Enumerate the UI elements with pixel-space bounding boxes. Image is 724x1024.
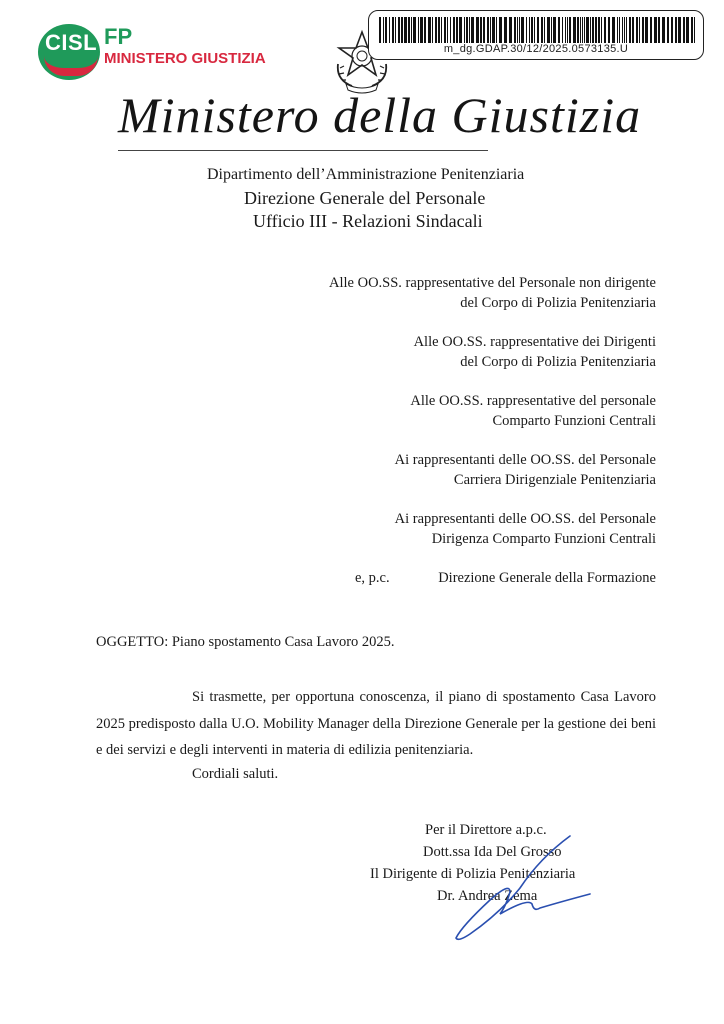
barcode-bar <box>504 17 507 43</box>
cc-label: e, p.c. <box>355 570 390 586</box>
recipient-block <box>414 332 656 372</box>
barcode-bar <box>691 17 693 43</box>
barcode-bar <box>476 17 479 43</box>
body-paragraph: Si trasmette, per opportuna conoscenza, il piano di spostamento Casa Lavoro 2025 predisposto dalla U.O. Mobility Manager della Direzione Generale per la gestione dei beni e dei servizi e degli interventi in materia di edilizia penitenziaria. <box>96 689 656 758</box>
barcode-bar <box>590 17 591 43</box>
barcode-bar <box>438 17 440 43</box>
recipient-block <box>329 273 656 313</box>
barcode-bar <box>459 17 462 43</box>
recipient-block <box>395 450 656 490</box>
barcode-bar <box>617 17 618 43</box>
barcode-bar <box>456 17 458 43</box>
barcode-bar <box>447 17 448 43</box>
barcode-bar <box>389 17 390 43</box>
barcode-bar <box>418 17 419 43</box>
barcode-bar <box>492 17 495 43</box>
barcode-bar <box>645 17 648 43</box>
recipient-block <box>395 509 656 549</box>
barcode-bar <box>398 17 400 43</box>
barcode-bar <box>694 17 695 43</box>
barcode-bar <box>428 17 431 43</box>
barcode-bar <box>526 17 527 43</box>
cisl-fp-logo <box>38 22 278 82</box>
recipient-line: Alle OO.SS. rappresentative del Personale non dirigente <box>329 275 656 291</box>
barcode-bar <box>654 17 657 43</box>
barcode-bar <box>622 17 623 43</box>
barcode-bar <box>582 17 583 43</box>
barcode-bar <box>395 17 396 43</box>
barcode-bar <box>671 17 673 43</box>
cisl-logo-suffix: FP <box>104 24 133 49</box>
cc-recipient: Direzione Generale della Formazione <box>438 570 656 586</box>
barcode-bar <box>577 17 579 43</box>
barcode-bar <box>420 17 423 43</box>
signature-line-1: Per il Direttore a.p.c. <box>425 822 547 838</box>
recipient-line: Alle OO.SS. rappresentative del personale <box>410 393 656 409</box>
barcode-bar <box>487 17 489 43</box>
barcode-bar <box>392 17 394 43</box>
recipient-line: Ai rappresentanti delle OO.SS. del Personale <box>394 511 656 527</box>
protocol-barcode <box>368 10 704 60</box>
ministry-title: Ministero della Giustizia <box>118 87 642 143</box>
barcode-bar <box>521 17 524 43</box>
barcode-bar <box>586 17 589 43</box>
barcode-bar <box>537 17 539 43</box>
barcode-bar <box>598 17 600 43</box>
barcode-bar <box>483 17 485 43</box>
barcode-bar <box>662 17 665 43</box>
recipient-line: Carriera Dirigenziale Penitenziaria <box>453 472 656 488</box>
barcode-bar <box>573 17 576 43</box>
cisl-logo-swoosh <box>44 56 98 76</box>
barcode-bar <box>553 17 556 43</box>
barcode-bar <box>551 17 552 43</box>
barcode-bar <box>499 17 502 43</box>
barcode-bar <box>471 17 474 43</box>
barcode-bar <box>514 17 516 43</box>
barcode-bar <box>595 17 597 43</box>
barcode-bar <box>464 17 465 43</box>
barcode-bar <box>592 17 594 43</box>
barcode-bar <box>626 17 627 43</box>
recipient-block <box>410 391 656 431</box>
barcode-bar <box>424 17 426 43</box>
barcode-bar <box>432 17 433 43</box>
barcode-bar <box>601 17 602 43</box>
barcode-bar <box>411 17 412 43</box>
barcode-bar <box>683 17 685 43</box>
closing-greeting: Cordiali saluti. <box>192 766 279 782</box>
barcode-bar <box>404 17 407 43</box>
barcode-bar <box>529 17 530 43</box>
barcode-bar <box>517 17 518 43</box>
recipient-line: Ai rappresentanti delle OO.SS. del Personale <box>394 452 656 468</box>
barcode-bar <box>401 17 403 43</box>
recipient-line: Comparto Funzioni Centrali <box>492 413 656 429</box>
signature-line-2: Dott.ssa Ida Del Grosso <box>423 844 562 860</box>
barcode-bar <box>678 17 681 43</box>
barcode-bar <box>509 17 512 43</box>
office-name: Ufficio III - Relazioni Sindacali <box>253 211 483 231</box>
barcode-bar <box>667 17 669 43</box>
barcode-bar <box>632 17 634 43</box>
barcode-bar <box>639 17 640 43</box>
barcode-bar <box>612 17 615 43</box>
protocol-number: m_dg.GDAP.30/12/2025.0573135.U <box>443 43 629 55</box>
barcode-bar <box>383 17 384 43</box>
department-name: Dipartimento dell’Amministrazione Penitenziaria <box>207 166 525 183</box>
title-underline <box>118 150 488 151</box>
barcode-bar <box>636 17 638 43</box>
barcode-bar <box>469 17 470 43</box>
recipient-line: Dirigenza Comparto Funzioni Centrali <box>431 531 656 547</box>
barcode-bar <box>624 17 625 43</box>
barcode-bar <box>408 17 410 43</box>
subject-line: OGGETTO: Piano spostamento Casa Lavoro 2025. <box>96 634 395 650</box>
barcode-bar <box>629 17 631 43</box>
barcode-bar <box>658 17 660 43</box>
barcode-bar <box>547 17 550 43</box>
recipient-line: del Corpo di Polizia Penitenziaria <box>460 354 656 370</box>
barcode-bar <box>453 17 455 43</box>
barcode-bar <box>562 17 563 43</box>
barcode-bar <box>567 17 568 43</box>
barcode-bar <box>444 17 446 43</box>
barcode-bar <box>541 17 543 43</box>
barcode-bar <box>619 17 620 43</box>
barcode-bar <box>466 17 468 43</box>
barcode-bar <box>565 17 566 43</box>
signature-line-3: Il Dirigente di Polizia Penitenziaria <box>370 866 576 882</box>
barcode-bar <box>450 17 451 43</box>
barcode-bar <box>379 17 381 43</box>
recipient-line: del Corpo di Polizia Penitenziaria <box>460 295 656 311</box>
barcode-bar <box>642 17 644 43</box>
barcode-bars <box>379 17 695 43</box>
barcode-bar <box>558 17 560 43</box>
barcode-bar <box>496 17 497 43</box>
barcode-bar <box>604 17 606 43</box>
signature-line-4: Dr. Andrea Zema <box>437 888 538 904</box>
barcode-bar <box>544 17 545 43</box>
recipient-line: Alle OO.SS. rappresentative dei Dirigenti <box>413 334 656 350</box>
cisl-logo-label: MINISTERO GIUSTIZIA <box>104 50 266 67</box>
barcode-bar <box>650 17 652 43</box>
barcode-bar <box>580 17 581 43</box>
barcode-bar <box>531 17 533 43</box>
handwritten-signature <box>410 828 610 948</box>
barcode-bar <box>441 17 442 43</box>
barcode-bar <box>480 17 482 43</box>
barcode-bar <box>519 17 520 43</box>
directorate-name: Direzione Generale del Personale <box>244 188 486 208</box>
barcode-bar <box>608 17 610 43</box>
barcode-bar <box>675 17 677 43</box>
barcode-bar <box>686 17 689 43</box>
barcode-bar <box>490 17 491 43</box>
barcode-bar <box>534 17 535 43</box>
barcode-bar <box>569 17 571 43</box>
barcode-bar <box>584 17 585 43</box>
cisl-logo-word: CISL <box>44 30 98 55</box>
barcode-bar <box>385 17 387 43</box>
barcode-bar <box>435 17 437 43</box>
barcode-bar <box>413 17 416 43</box>
